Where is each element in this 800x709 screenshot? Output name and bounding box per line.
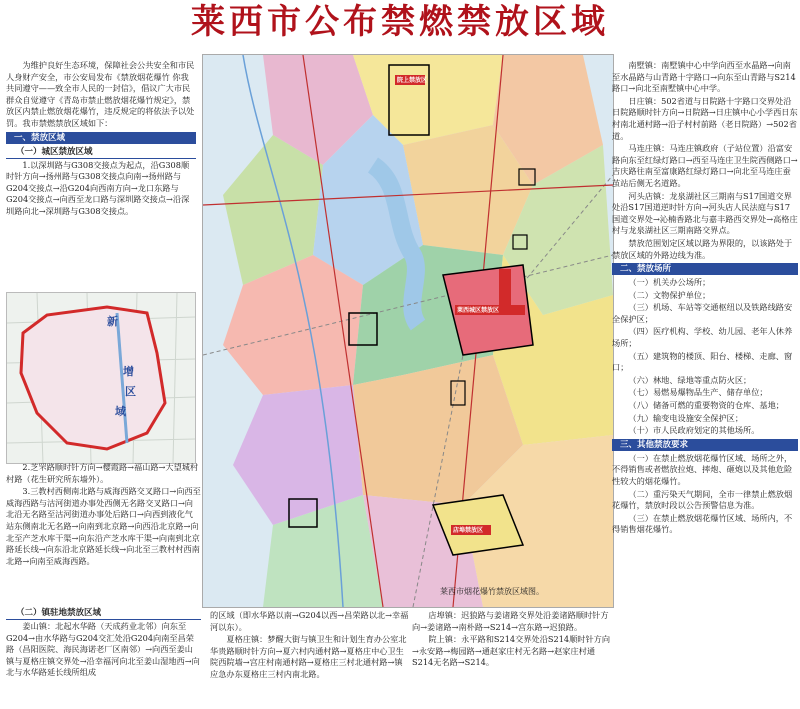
map-label-yuanshang: 院上禁放区 [397, 77, 428, 84]
column-2-bottom [210, 610, 410, 706]
requirement-item: （一）在禁止燃放烟花爆竹区域、场所之外，不得销售或者燃放拉炮、摔炮、砸炮以及其他危险性较大的烟花爆竹。 [612, 452, 793, 486]
page-title: 莱西市公布禁燃禁放区域 [191, 2, 609, 42]
column-1-lower [6, 462, 201, 602]
jiangshan-continued-paragraph: 的区域（即水华路以南→G204以西→昌荣路以北→幸福河以东）。 [210, 610, 409, 632]
district-map [202, 54, 614, 608]
inset-label-3: 区 [125, 385, 136, 398]
boundary-note-paragraph: 禁放范围划定区域以路为界限的，以该路处于禁放区域的外路边线为准。 [612, 237, 793, 260]
dianbu-paragraph: 店埠镇：迟狼路与姜诸路交界处沿姜诸路顺时针方向→姜诸路→南朴路→S214→宫东路→迟狼路。 [412, 610, 609, 632]
requirement-item: （三）在禁止燃放烟花爆竹区域、场所内，不得销售烟花爆竹。 [612, 512, 793, 535]
place-item: （三）机场、车站等交通枢纽以及铁路线路安全保护区； [612, 302, 793, 324]
inset-label-4: 域 [115, 405, 126, 418]
section-heading-1: 一、禁放区域 [6, 132, 196, 144]
hetoudian-paragraph: 河头店镇：龙泉湖社区三期南与S17国道交界处沿S17国道逆时针方向→河头店人民法庭与S17国道交界处→沁楠香路北与嘉丰路西交界处→高格庄村与龙泉湖社区三期南路交界点。 [612, 190, 798, 236]
place-item: （六）林地、绿地等重点防火区； [628, 374, 752, 385]
district-map-svg [203, 55, 613, 607]
area-1-paragraph: 1.以深圳路与G308交接点为起点，沿G308顺时针方向→扬州路与G308交接点向南→扬州路与G204交接点→沿G204向西南方向→龙口东路与G204交接点→向西至龙口路与深圳路交接点→沿深圳路向北→深圳路与G308交接点。 [6, 159, 190, 216]
yuanshang-paragraph: 院上镇：永平路和S214交界处沿S214顺时针方向→永安路→梅园路→通赵家庄村无名路→赵家庄村通S214无名路→S214。 [412, 634, 611, 668]
area-3-paragraph: 3.三教村西侧南北路与威海西路交叉路口→向西至威海西路与沽河街道办事处西侧无名路交叉路口→向北沿无名路至沽河街道办事处后路口→向西到液化气站东侧南北无名路→向南到北京路→向西沿北京路→向北至产芝水库干渠→向东沿产芝水库干渠→向南到北京路延长线→向东沿北京路延长线→向北至三教村村西南北路→向南至威海西路。 [6, 486, 201, 566]
place-item: （二）文物保护单位； [628, 289, 711, 300]
map-caption: 莱西市烟花爆竹禁放区域图。 [440, 587, 544, 596]
column-3-bottom [412, 610, 612, 706]
requirement-item: （二）重污染天气期间，全市一律禁止燃放烟花爆竹，禁放时段以公告预警信息为准。 [612, 488, 793, 511]
subsection-heading-1: （一）城区禁放区域 [6, 146, 196, 159]
intro-paragraph: 为维护良好生态环境，保障社会公共安全和市民人身财产安全，市公安局发布《禁放烟花爆竹 你我共同遵守——致全市人民的一封信》，倡议广大市民群众自觉遵守《青岛市禁止燃放烟花爆竹规定》，禁放区内禁止燃放烟花爆竹，违反规定的将依法予以处罚。我市禁燃禁放区域如下： [6, 60, 195, 128]
map-label-dianbu: 店埠禁放区 [453, 527, 484, 534]
map-label-city: 莱西城区禁放区 [457, 307, 500, 314]
place-item: （一）机关办公场所； [628, 277, 711, 288]
rizhuang-paragraph: 日庄镇：502省道与日院路十字路口交界处沿日院路顺时针方向→日院路→日庄镇中心小学西日东村南北通村路→沿子村村前路（老日院路）→502省道。 [612, 95, 798, 141]
xiagezhuang-paragraph: 夏格庄镇：梦醒大街与镇卫生和计划生育办公室北华贵路顺时针方向→夏六村内通村路→夏格庄中心卫生院西院墙→宫庄村南通村路→夏格庄三村北通村路→镇应急办东夏格庄三村内南北路。 [210, 634, 407, 679]
column-4 [612, 60, 798, 706]
inset-map-svg [7, 293, 195, 463]
section-heading-2: 二、禁放场所 [612, 263, 798, 275]
section-heading-3: 三、其他禁放要求 [612, 439, 798, 451]
place-item: （十）市人民政府划定的其他场所。 [628, 425, 760, 436]
inset-label-2: 增 [123, 365, 134, 378]
place-item: （九）输变电设施安全保护区； [628, 412, 744, 423]
inset-label-1: 新 [107, 315, 118, 328]
place-item: （八）储备可燃的重要物资的仓库、基地； [628, 400, 784, 411]
place-item: （七）易燃易爆物品生产、储存单位； [628, 387, 768, 398]
nanshu-paragraph: 南墅镇：南墅镇中心中学向西至水晶路→向南至水晶路与山青路十字路口→向东至山青路与S214路口→向北至南墅镇中心中学。 [612, 60, 796, 94]
place-item: （五）建筑物的楼顶、阳台、楼梯、走廊、窗口； [612, 350, 793, 373]
column-1-bottom [6, 606, 201, 706]
jiangshan-paragraph: 姜山镇：北起水华路（天成药业北邻）向东至G204→由水华路与G204交汇处沿G204向南至昌荣路（昌阳医院、海民海诺老厂区南邻）→向西至姜山镇与夏格庄镇交界处→沿幸福河向北至姜山湿地西→向北与水华路延长线所组成 [6, 621, 200, 678]
malianzhuang-paragraph: 马连庄镇：马连庄镇政府（子站位置）沿富安路向东至红绿灯路口→西至马连庄卫生院西侧路口→吉庆路往南至富康路红绿灯路口→向北至马连庄蚕茧站后侧无名道路。 [612, 143, 798, 188]
subsection-heading-2: （二）镇驻地禁放区域 [6, 607, 201, 620]
place-item: （四）医疗机构、学校、幼儿园、老年人休养场所； [612, 326, 793, 349]
inset-map [6, 292, 196, 464]
area-2-paragraph: 2.芝罘路顺时针方向→樱霞路→福山路→大望城村村路（花生研究所东墙外）。 [6, 462, 199, 484]
